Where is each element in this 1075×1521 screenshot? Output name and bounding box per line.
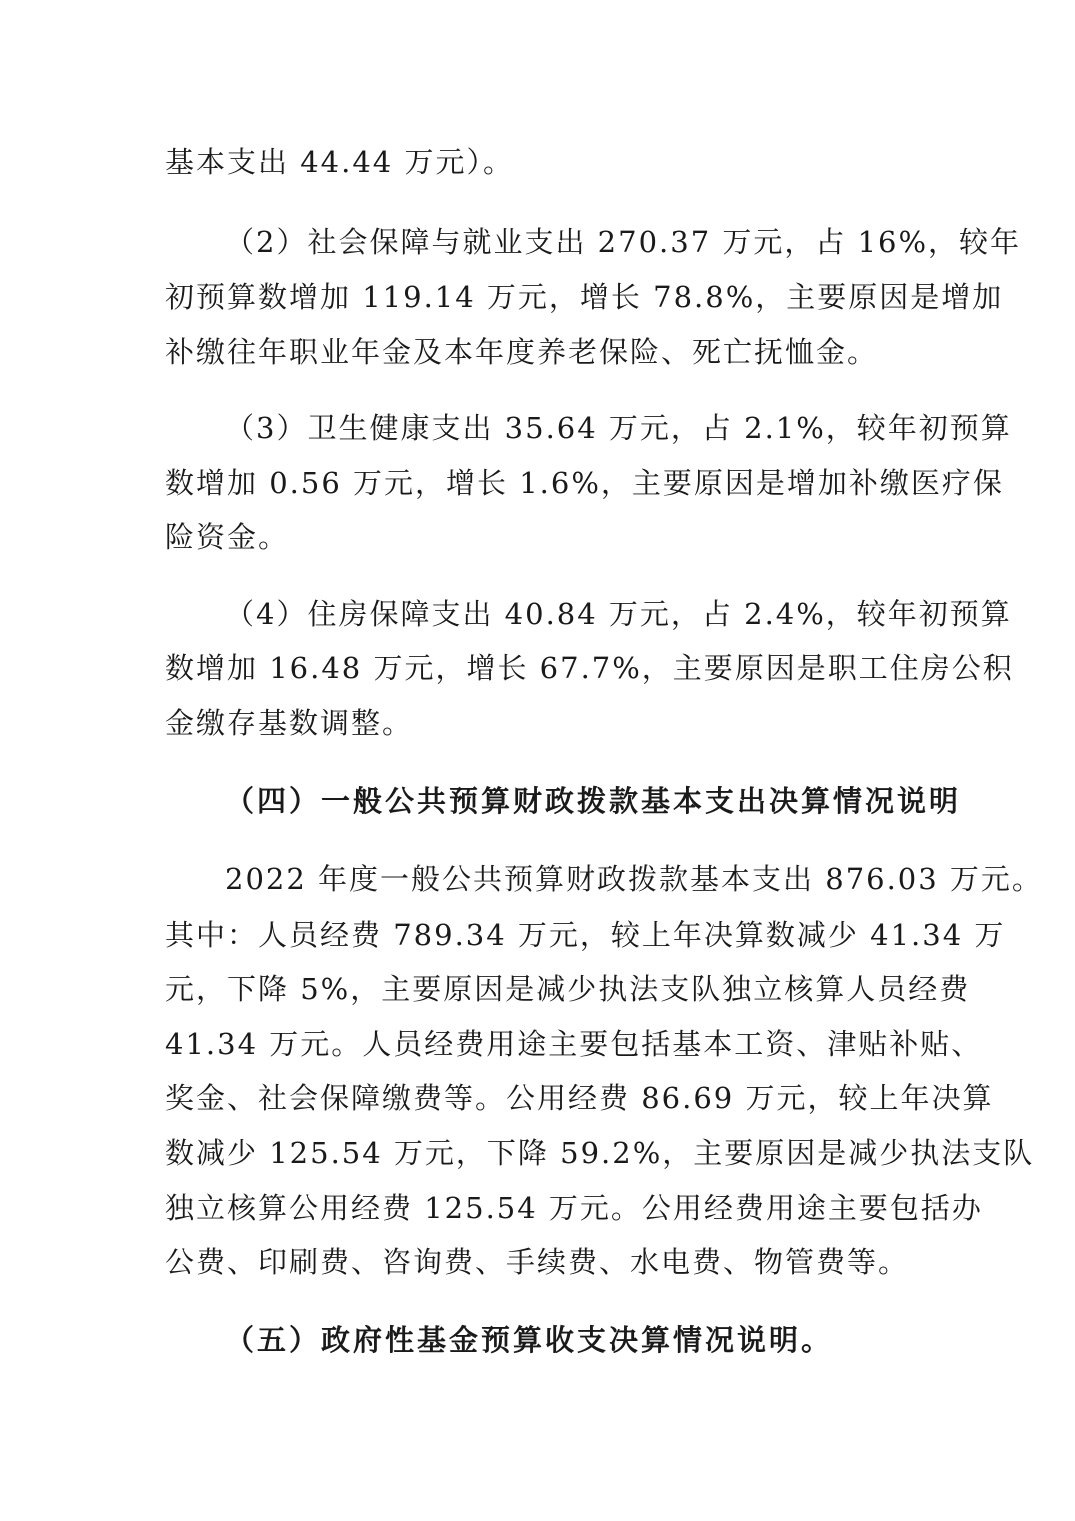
paragraph-line: 独立核算公用经费 125.54 万元。公用经费用途主要包括办 xyxy=(165,1191,983,1225)
paragraph-line: （3）卫生健康支出 35.64 万元，占 2.1%，较年初预算 xyxy=(225,411,1012,445)
paragraph-line: 公费、印刷费、咨询费、手续费、水电费、物管费等。 xyxy=(165,1245,910,1279)
paragraph-line: 补缴往年职业年金及本年度养老保险、死亡抚恤金。 xyxy=(165,335,879,369)
paragraph-line: （2）社会保障与就业支出 270.37 万元，占 16%，较年 xyxy=(225,225,1022,259)
paragraph-line: 元，下降 5%，主要原因是减少执法支队独立核算人员经费 xyxy=(165,972,971,1006)
paragraph-line: 2022 年度一般公共预算财政拨款基本支出 876.03 万元。 xyxy=(225,862,1043,896)
paragraph-line: （4）住房保障支出 40.84 万元，占 2.4%，较年初预算 xyxy=(225,597,1012,631)
section-heading: （四）一般公共预算财政拨款基本支出决算情况说明 xyxy=(225,784,962,818)
paragraph-line: 初预算数增加 119.14 万元，增长 78.8%，主要原因是增加 xyxy=(165,280,1004,314)
paragraph-line: 险资金。 xyxy=(165,520,290,554)
paragraph-line: 其中：人员经费 789.34 万元，较上年决算数减少 41.34 万 xyxy=(165,918,1006,952)
paragraph-line: 41.34 万元。人员经费用途主要包括基本工资、津贴补贴、 xyxy=(165,1027,983,1061)
paragraph-line: 金缴存基数调整。 xyxy=(165,706,414,740)
paragraph-line: 数减少 125.54 万元，下降 59.2%，主要原因是减少执法支队 xyxy=(165,1136,1035,1170)
paragraph-line: 数增加 16.48 万元，增长 67.7%，主要原因是职工住房公积 xyxy=(165,651,1014,685)
paragraph-line: 基本支出 44.44 万元）。 xyxy=(165,145,514,179)
paragraph-line: 数增加 0.56 万元，增长 1.6%，主要原因是增加补缴医疗保 xyxy=(165,466,1004,500)
paragraph-line: 奖金、社会保障缴费等。公用经费 86.69 万元，较上年决算 xyxy=(165,1081,994,1115)
section-heading: （五）政府性基金预算收支决算情况说明。 xyxy=(225,1323,834,1357)
